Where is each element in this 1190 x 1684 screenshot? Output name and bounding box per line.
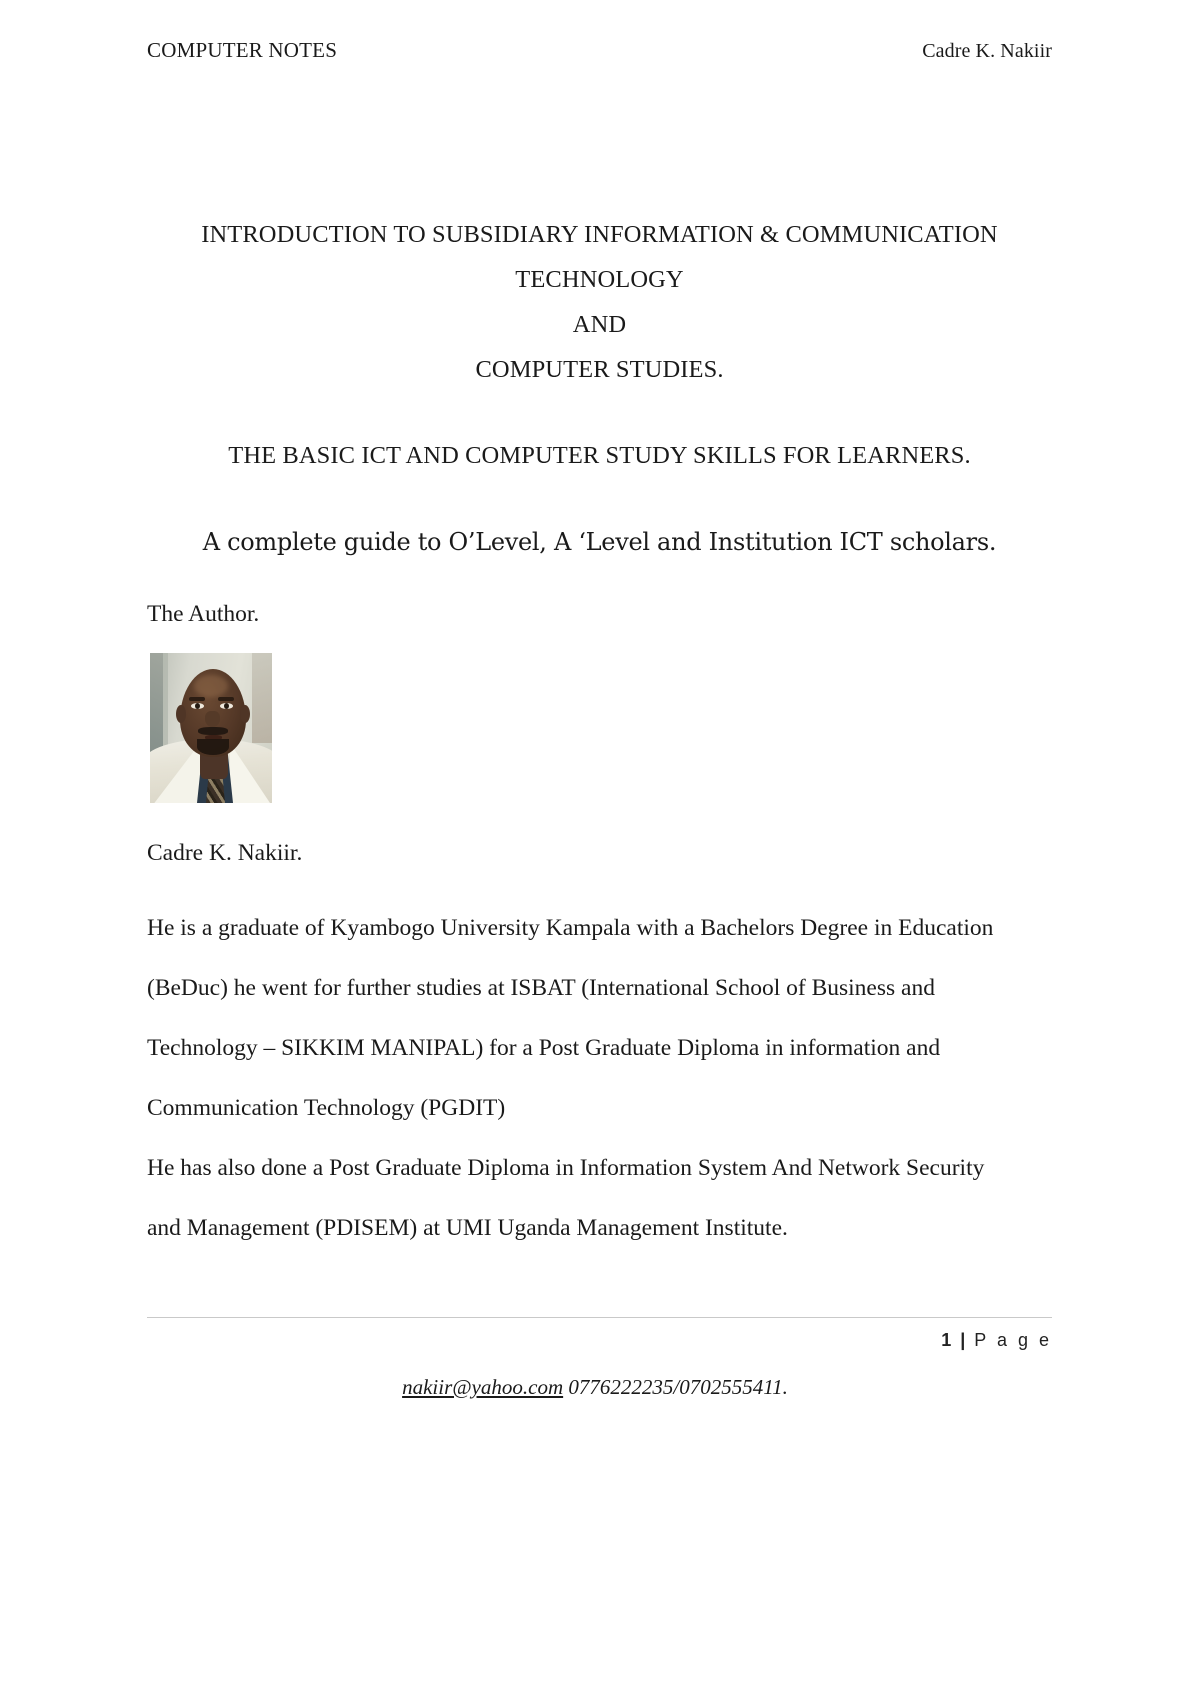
bio-paragraph-2: He has also done a Post Graduate Diploma in Information System And Network Security and Management (PDISEM) at UMI Uganda Management Institute. <box>147 1155 985 1241</box>
title-line-1: INTRODUCTION TO SUBSIDIARY INFORMATION & COMMUNICATION <box>201 221 998 248</box>
footer-divider <box>147 1317 1052 1318</box>
photo-forehead-highlight <box>194 675 228 697</box>
email-link[interactable]: nakiir@yahoo.com <box>402 1375 564 1399</box>
skills-subtitle: THE BASIC ICT AND COMPUTER STUDY SKILLS FOR LEARNERS. <box>228 442 971 469</box>
author-name: Cadre K. Nakiir. <box>147 840 303 866</box>
photo-eye-right <box>220 703 233 709</box>
author-label: The Author. <box>147 601 260 627</box>
title-line-3: AND <box>572 311 627 338</box>
page-number-block <box>941 1330 1052 1351</box>
photo-beard <box>197 739 229 755</box>
author-biography <box>147 898 1007 1258</box>
page-number-word: P a g e <box>974 1330 1052 1350</box>
running-header <box>147 38 1052 63</box>
photo-ear-left <box>176 705 186 723</box>
photo-backdrop <box>150 653 272 803</box>
guide-subtitle: A complete guide to O’Level, A ‘Level and Institution ICT scholars. <box>202 528 997 556</box>
document-title-block <box>147 212 1052 392</box>
title-line-2: TECHNOLOGY <box>515 266 684 293</box>
photo-wall-right <box>252 653 272 743</box>
title-line-4: COMPUTER STUDIES. <box>475 356 724 383</box>
photo-eyebrow-right <box>218 697 234 701</box>
page-number: 1 <box>941 1330 953 1350</box>
phone-numbers: 0776222235/0702555411. <box>568 1375 788 1399</box>
photo-ear-right <box>240 705 250 723</box>
photo-eye-left <box>191 703 204 709</box>
bio-paragraph-1: He is a graduate of Kyambogo University Kampala with a Bachelors Degree in Education (BeDuc) he went for further studies at ISBAT (International School of Business and Technology – SIKKIM MANIPAL) for a Post Graduate Diploma in information and Communication Technology (PGDIT) <box>147 915 994 1121</box>
photo-eyebrow-left <box>189 697 205 701</box>
header-right-text: Cadre K. Nakiir <box>922 40 1052 62</box>
photo-jacket-lapel-right <box>230 743 270 803</box>
author-photo <box>150 653 272 803</box>
photo-moustache <box>198 727 228 735</box>
header-left-text: COMPUTER NOTES <box>147 38 338 62</box>
photo-nose <box>205 711 220 727</box>
page-number-separator: | <box>960 1330 967 1350</box>
footer-contact <box>0 1375 1190 1400</box>
